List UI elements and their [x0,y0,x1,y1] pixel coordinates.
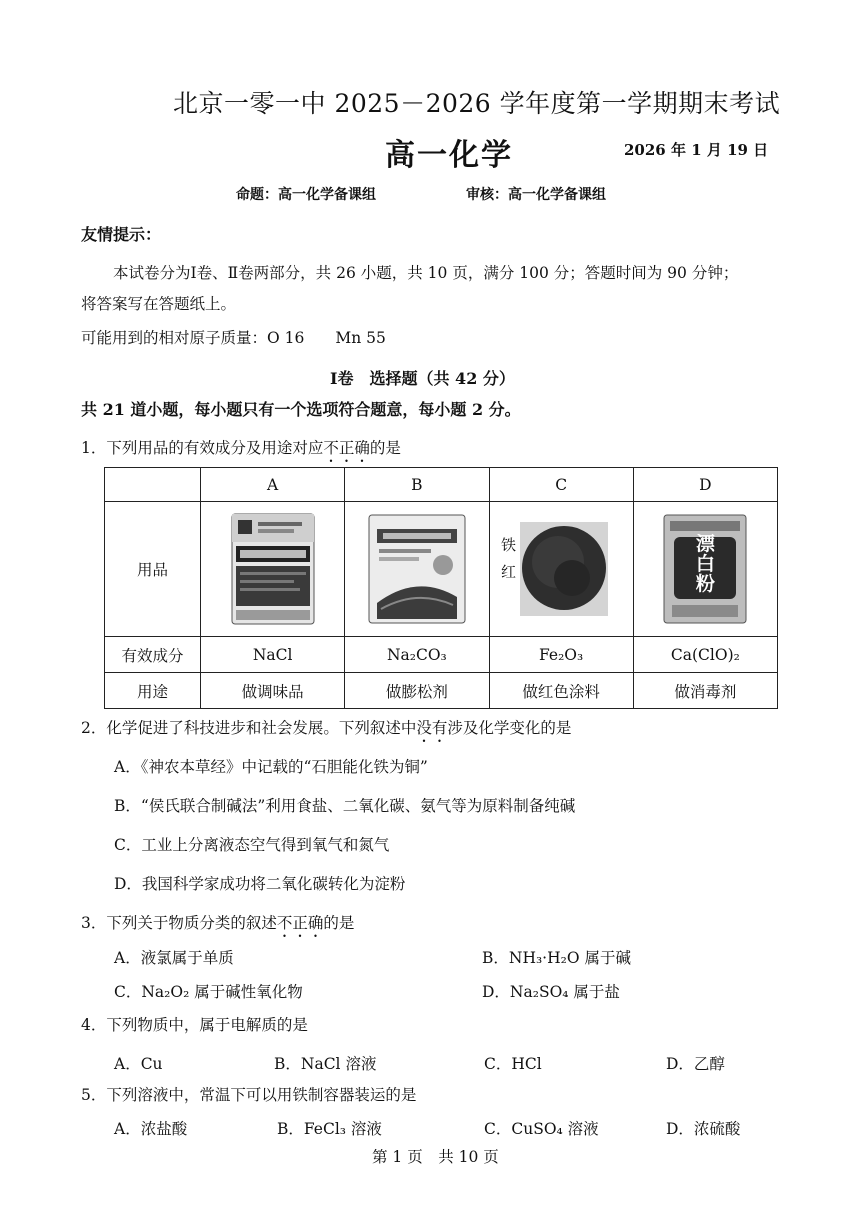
q5-option-b: B．FeCl₃ 溶液 [277,1120,382,1138]
tips-heading: 友情提示： [81,225,162,244]
q3-option-d: D．Na₂SO₄ 属于盐 [482,983,620,1001]
product-d-label: 漂白粉 [695,533,715,595]
q1-table [104,467,778,709]
use-b: 做膨松剂 [345,673,489,709]
q4-option-c: C．HCl [484,1055,542,1073]
q5-option-a: A．浓盐酸 [114,1120,188,1138]
q2-option-d: D．我国科学家成功将二氧化碳转化为淀粉 [114,875,406,893]
q4-stem: 4．下列物质中，属于电解质的是 [81,1016,308,1034]
tips-line-1: 本试卷分为Ⅰ卷、Ⅱ卷两部分，共 26 小题，共 10 页，满分 100 分；答题时间为 90 分钟； [113,264,739,282]
q2-option-b: B．“侯氏联合制碱法”利用食盐、二氧化碳、氨气等为原料制备纯碱 [114,797,576,815]
q2-stem: 2．化学促进了科技进步和社会发展。下列叙述中没有涉及化学变化的是 [81,719,572,737]
use-d: 做消毒剂 [633,673,777,709]
reviewer-credit: 审核：高一化学备课组 [466,187,606,203]
product-c-label: 铁红 [500,536,516,581]
ingredient-c: Fe₂O₃ [489,637,633,673]
col-label-b: B [345,468,489,502]
section-title: Ⅰ卷 选择题（共 42 分） [330,369,515,388]
q2-option-a: A．《神农本草经》中记载的“石胆能化铁为铜” [114,758,428,776]
col-label-d: D [633,468,777,502]
iron-oxide-powder-image [520,522,608,616]
atomic-mass-note: 可能用到的相对原子质量：O 16 Mn 55 [81,329,386,347]
col-label-c: C [489,468,633,502]
ingredient-b: Na₂CO₃ [345,637,489,673]
exam-title: 北京一零一中 2025－2026 学年度第一学期期末考试 [173,89,781,118]
row-label-ingredient: 有效成分 [105,637,201,673]
product-c-cell [489,502,633,637]
setter-credit: 命题：高一化学备课组 [236,187,376,203]
subject-title: 高一化学 [385,138,513,173]
q3-option-b: B．NH₃·H₂O 属于碱 [482,949,631,967]
product-d-cell [633,502,777,637]
q1-stem: 1．下列用品的有效成分及用途对应不正确的是 [81,439,401,457]
q3-stem: 3．下列关于物质分类的叙述不正确的是 [81,914,355,932]
col-label-a: A [201,468,345,502]
q5-option-c: C．CuSO₄ 溶液 [484,1120,599,1138]
section-instruction: 共 21 道小题，每小题只有一个选项符合题意，每小题 2 分。 [81,400,521,419]
q4-option-d: D．乙醇 [666,1055,725,1073]
product-a-cell [201,502,345,637]
q5-stem: 5．下列溶液中，常温下可以用铁制容器装运的是 [81,1086,417,1104]
q5-option-d: D．浓硫酸 [666,1120,741,1138]
q4-option-a: A．Cu [114,1055,163,1073]
ingredient-a: NaCl [201,637,345,673]
q3-option-c: C．Na₂O₂ 属于碱性氧化物 [114,983,303,1001]
q2-option-c: C．工业上分离液态空气得到氧气和氮气 [114,836,390,854]
exam-date: 2026 年 1 月 19 日 [624,141,769,159]
q4-option-b: B．NaCl 溶液 [274,1055,377,1073]
row-label-use: 用途 [105,673,201,709]
tips-line-2: 将答案写在答题纸上。 [81,295,237,313]
table-corner [105,468,201,502]
ingredient-d: Ca(ClO)₂ [633,637,777,673]
use-a: 做调味品 [201,673,345,709]
baking-soda-package-image [367,513,467,625]
product-b-cell [345,502,489,637]
use-c: 做红色涂料 [489,673,633,709]
salt-package-image [230,512,316,626]
page-number: 第 1 页 共 10 页 [372,1148,499,1166]
q3-option-a: A．液氯属于单质 [114,949,234,967]
row-label-product: 用品 [105,502,201,637]
